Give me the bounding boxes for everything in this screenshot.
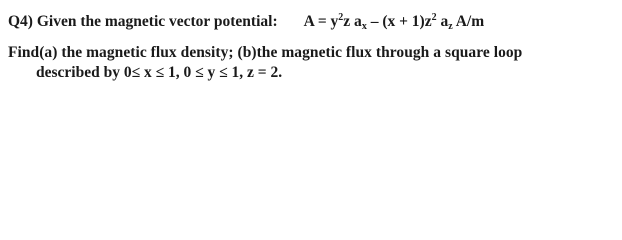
question-intro: Given the magnetic vector potential: — [36, 13, 278, 30]
question-loop-description: described by 0≤ x ≤ 1, 0 ≤ y ≤ 1, z = 2. — [36, 64, 283, 81]
vector-potential-equation: $A = y^2z$ $a_x - (x + 1)z^2$ $a_z$ A/m — [303, 12, 485, 32]
question-number: Q4) — [8, 13, 33, 30]
question-task-line: Find(a) the magnetic flux density; (b)the magnetic flux through a square loop — [8, 44, 523, 61]
question-header — [8, 13, 484, 31]
